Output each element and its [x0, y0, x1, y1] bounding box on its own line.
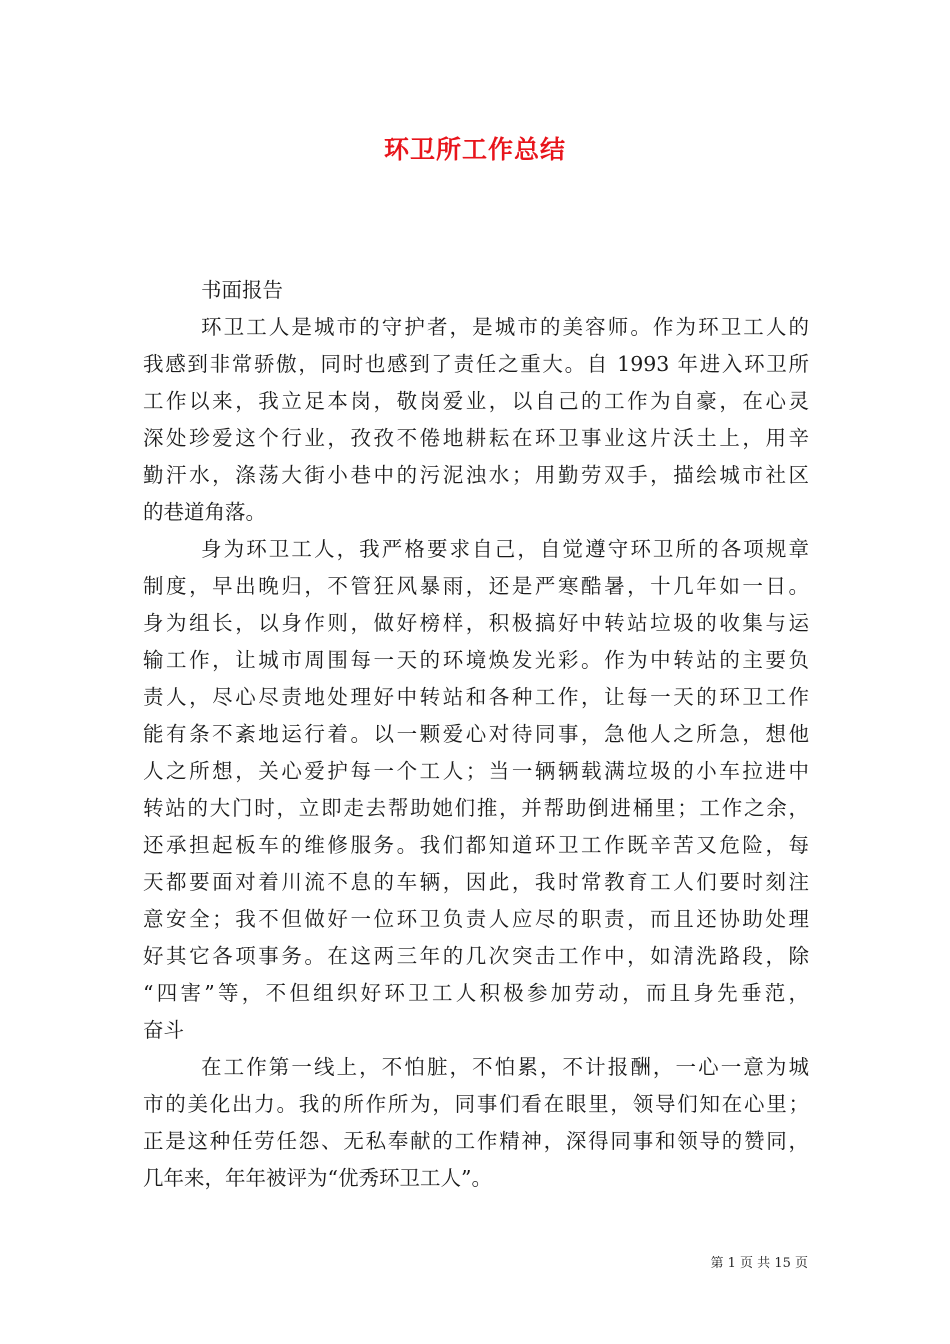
text-line: 转站的大门时，立即走去帮助她们推，并帮助倒进桶里；工作之余， — [143, 796, 809, 820]
text-line: 身为环卫工人，我严格要求自己，自觉遵守环卫所的各项规章 — [201, 537, 809, 561]
text-line: 书面报告 — [201, 278, 283, 302]
paragraph — [143, 531, 809, 1049]
text-line: 勤汗水，涤荡大街小巷中的污泥浊水；用勤劳双手，描绘城市社区 — [143, 463, 809, 487]
paragraph-heading — [143, 272, 809, 309]
text-line: 正是这种任劳任怨、无私奉献的工作精神，深得同事和领导的赞同， — [143, 1129, 809, 1153]
text-line: 好其它各项事务。在这两三年的几次突击工作中，如清洗路段，除 — [143, 944, 809, 968]
text-line: 人之所想，关心爱护每一个工人；当一辆辆载满垃圾的小车拉进中 — [143, 759, 809, 783]
text-line: 在工作第一线上，不怕脏，不怕累，不计报酬，一心一意为城 — [201, 1055, 809, 1079]
text-line: 输工作，让城市周围每一天的环境焕发光彩。作为中转站的主要负 — [143, 648, 809, 672]
text-line: 市的美化出力。我的所作所为，同事们看在眼里，领导们知在心里； — [143, 1092, 809, 1116]
text-line: 责人，尽心尽责地处理好中转站和各种工作，让每一天的环卫工作 — [143, 685, 809, 709]
text-line: 工作以来，我立足本岗，敬岗爱业，以自己的工作为自豪，在心灵 — [143, 389, 809, 413]
text-line: 的巷道角落。 — [143, 500, 266, 524]
document-body — [143, 272, 809, 1197]
text-line: 几年来，年年被评为“优秀环卫工人”。 — [143, 1166, 492, 1190]
paragraph — [143, 309, 809, 531]
text-line: 天都要面对着川流不息的车辆，因此，我时常教育工人们要时刻注 — [143, 870, 809, 894]
text-line: 奋斗 — [143, 1018, 184, 1042]
paragraph — [143, 1049, 809, 1197]
page-number: 第 1 页 共 15 页 — [710, 1256, 808, 1271]
text-line: 能有条不紊地运行着。以一颗爱心对待同事，急他人之所急，想他 — [143, 722, 809, 746]
text-line: 深处珍爱这个行业，孜孜不倦地耕耘在环卫事业这片沃土上，用辛 — [143, 426, 809, 450]
text-line: 意安全；我不但做好一位环卫负责人应尽的职责，而且还协助处理 — [143, 907, 809, 931]
text-line: 制度，早出晚归，不管狂风暴雨，还是严寒酷暑，十几年如一日。 — [143, 574, 809, 598]
text-line: 身为组长，以身作则，做好榜样，积极搞好中转站垃圾的收集与运 — [143, 611, 809, 635]
text-line: 我感到非常骄傲，同时也感到了责任之重大。自 1993 年进入环卫所 — [143, 352, 809, 376]
text-line: “四害”等，不但组织好环卫工人积极参加劳动，而且身先垂范， — [143, 981, 809, 1005]
document-title: 环卫所工作总结 — [383, 135, 566, 164]
text-line: 环卫工人是城市的守护者，是城市的美容师。作为环卫工人的 — [201, 315, 809, 339]
text-line: 还承担起板车的维修服务。我们都知道环卫工作既辛苦又危险，每 — [143, 833, 809, 857]
